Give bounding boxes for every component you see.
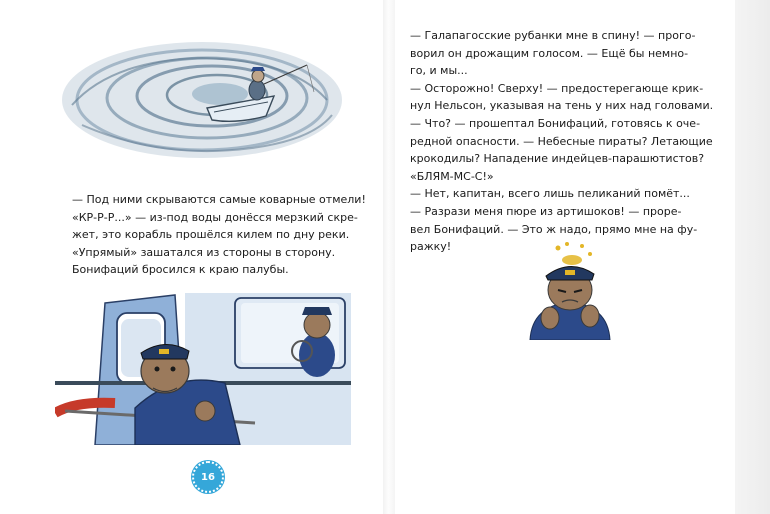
- paragraph: ражку!: [410, 240, 452, 254]
- paragraph: вел Бонифаций. — Это ж надо, прямо мне на фу-: [410, 222, 698, 236]
- paragraph: — Под ними скрываются самые коварные отмели!: [72, 193, 366, 206]
- paragraph: «КР-Р-Р...» — из-под воды донёсся мерзкий скре-: [72, 210, 358, 224]
- right-page-text: [410, 27, 720, 256]
- paragraph: — Осторожно! Сверху! — предостерегающе крик-: [410, 81, 704, 95]
- paragraph: редной опасности. — Небесные пираты? Летающие: [410, 134, 713, 148]
- paragraph: крокодилы? Нападение индейцев-парашютистов?: [410, 152, 705, 166]
- captain-splash-illustration: [520, 240, 620, 340]
- page-number-badge: [192, 461, 224, 493]
- paragraph: ворил он дрожащим голосом. — Ещё бы немно-: [410, 46, 689, 60]
- paragraph: нул Нельсон, указывая на тень у них над головами.: [410, 99, 714, 113]
- paragraph: Бонифаций бросился к краю палубы.: [72, 263, 289, 277]
- paragraph: «БЛЯМ-МС-С!»: [410, 169, 494, 183]
- whirlpool-illustration: [52, 30, 342, 170]
- left-page-text: [72, 191, 372, 279]
- paragraph: го, и мы...: [410, 64, 468, 78]
- paragraph: — Что? — прошептал Бонифаций, готовясь к оче-: [410, 116, 701, 130]
- page-number: 16: [201, 471, 215, 483]
- paragraph: — Разрази меня пюре из артишоков! — проре-: [410, 204, 682, 218]
- paragraph: жет, это корабль прошёлся килем по дну реки.: [72, 228, 350, 242]
- paragraph: — Нет, капитан, всего лишь пеликаний помёт...: [410, 187, 690, 201]
- paragraph: «Упрямый» зашатался из стороны в сторону.: [72, 245, 336, 259]
- paragraph: — Галапагосские рубанки мне в спину! — прого-: [410, 29, 696, 42]
- page-edge: [735, 0, 770, 514]
- page-gutter: [383, 0, 395, 514]
- cabin-illustration: [55, 293, 351, 445]
